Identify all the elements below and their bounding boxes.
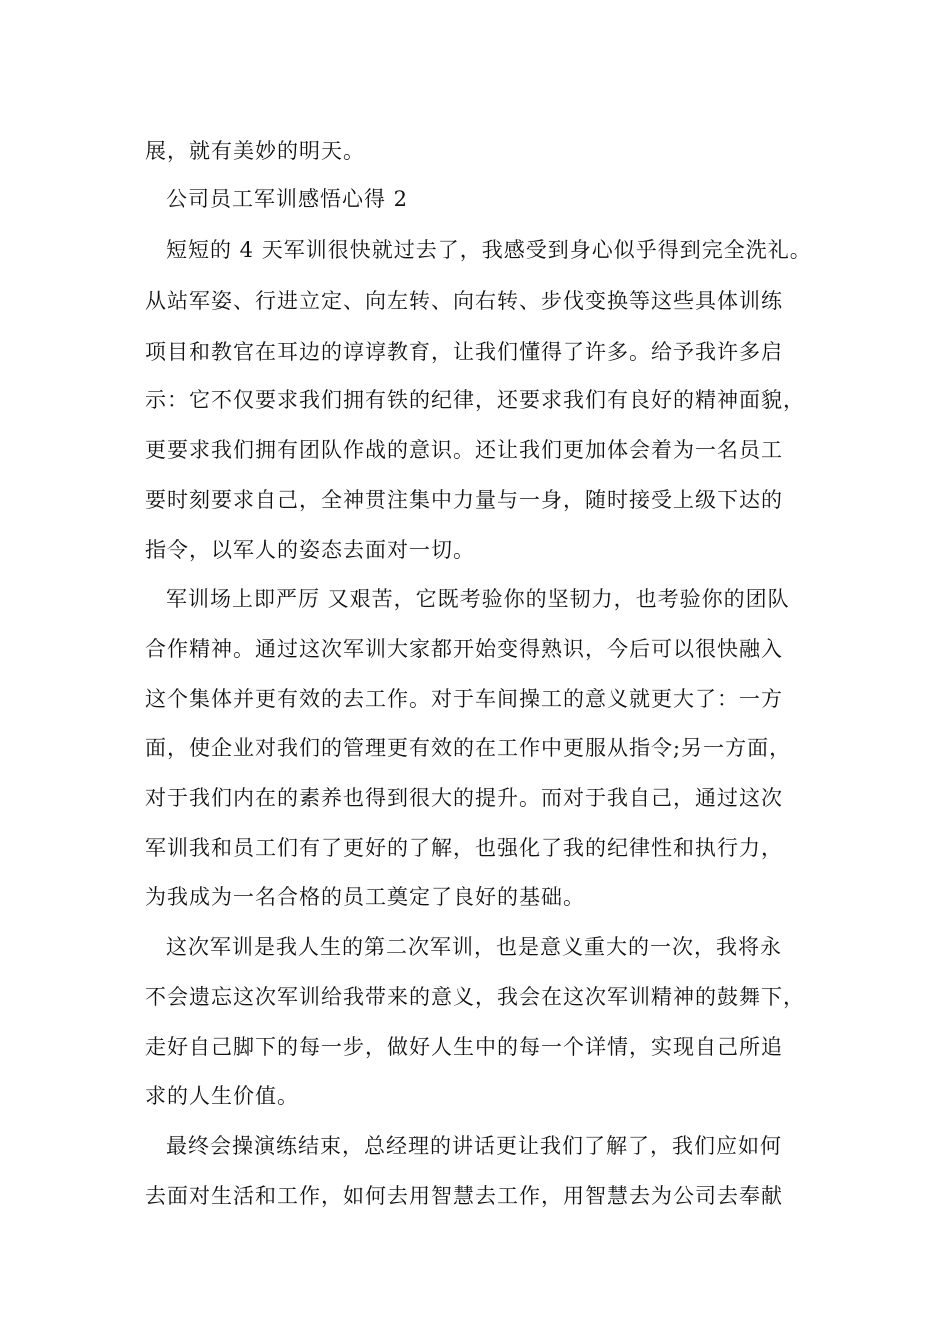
text-line: 不会遗忘这次军训给我带来的意义，我会在这次军训精神的鼓舞下， <box>145 985 805 1009</box>
text-line: 军训我和员工们有了更好的了解，也强化了我的纪律性和执行力， <box>145 836 783 860</box>
text-line: 从站军姿、行进立定、向左转、向右转、步伐变换等这些具体训练 <box>145 289 783 313</box>
text-line: 这次军训是我人生的第二次军训，也是意义重大的一次，我将永 <box>166 935 782 959</box>
text-line: 指令，以军人的姿态去面对一切。 <box>145 538 475 562</box>
text-line: 面，使企业对我们的管理更有效的在工作中更服从指令;另一方面， <box>145 736 792 760</box>
section-heading: 公司员工军训感悟心得 2 <box>166 187 409 211</box>
text-line: 最终会操演练结束，总经理的讲话更让我们了解了，我们应如何 <box>166 1134 782 1158</box>
text-line: 示：它不仅要求我们拥有铁的纪律，还要求我们有良好的精神面貌， <box>145 388 805 412</box>
text-line: 走好自己脚下的每一步，做好人生中的每一个详情，实现自己所追 <box>145 1035 783 1059</box>
text-line: 为我成为一名合格的员工奠定了良好的基础。 <box>145 885 585 909</box>
text-line: 项目和教官在耳边的谆谆教育，让我们懂得了许多。给予我许多启 <box>145 340 783 364</box>
text-line: 这个集体并更有效的去工作。对于车间操工的意义就更大了：一方 <box>145 687 783 711</box>
text-line: 更要求我们拥有团队作战的意识。还让我们更加体会着为一名员工 <box>145 438 783 462</box>
text-line: 军训场上即严厉 又艰苦，它既考验你的坚韧力，也考验你的团队 <box>166 587 790 611</box>
text-line: 去面对生活和工作，如何去用智慧去工作，用智慧去为公司去奉献 <box>145 1184 783 1208</box>
text-line: 求的人生价值。 <box>145 1084 299 1108</box>
text-line: 合作精神。通过这次军训大家都开始变得熟识，今后可以很快融入 <box>145 637 783 661</box>
text-line: 要时刻要求自己，全神贯注集中力量与一身，随时接受上级下达的 <box>145 488 783 512</box>
text-line: 展，就有美妙的明天。 <box>145 139 365 163</box>
text-line: 短短的 4 天军训很快就过去了，我感受到身心似乎得到完全洗礼。 <box>166 238 812 262</box>
text-line: 对于我们内在的素养也得到很大的提升。而对于我自己，通过这次 <box>145 786 783 810</box>
